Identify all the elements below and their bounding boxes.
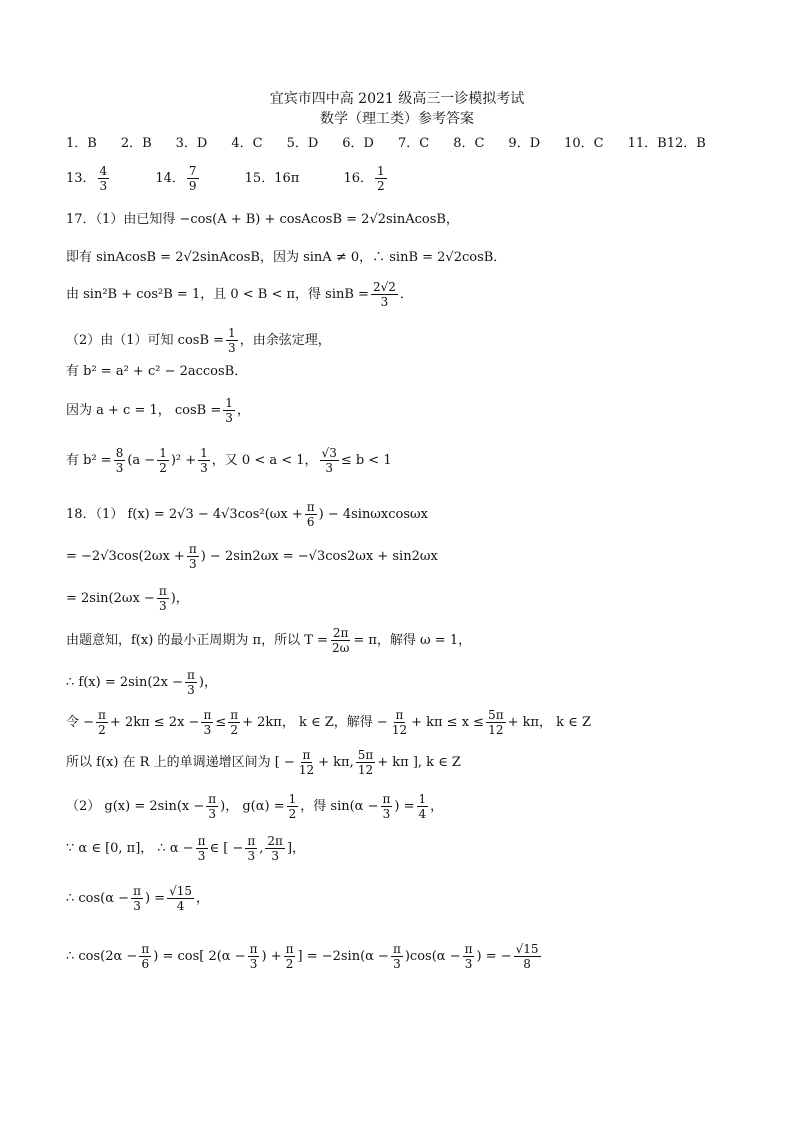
frac-den: 12 [391, 723, 408, 737]
q18-line-7 [66, 748, 461, 777]
frac [187, 542, 199, 571]
frac-num: π [158, 584, 167, 598]
frac [284, 942, 296, 971]
frac [356, 748, 376, 777]
page-subtitle: 数学（理工类）参考答案 [320, 111, 474, 127]
frac [139, 942, 151, 971]
text: + 2kπ， k ∈ Z，解得 − [242, 715, 388, 730]
frac-num: 8 [115, 446, 124, 460]
frac [486, 708, 506, 737]
q17-line-4 [66, 326, 331, 355]
frac-num: π [285, 942, 294, 956]
frac [167, 884, 194, 913]
frac-den: 3 [228, 341, 236, 355]
q18-line-9 [66, 834, 305, 863]
frac-num: 1 [200, 446, 208, 460]
frac-den: 3 [393, 957, 401, 971]
frac-den: 3 [382, 807, 391, 821]
text: ∴ f(x) = 2sin(2x − [66, 675, 184, 690]
frac-den: 4 [176, 899, 185, 913]
text: ) = [394, 799, 415, 814]
q17-line-2: 即有 sinAcosB = 2√2sinAcosB，因为 sinA ≠ 0，∴ sinB = 2√2cosB． [66, 250, 507, 265]
q18-line-8 [66, 792, 443, 821]
frac-num: 1 [376, 164, 385, 178]
frac [463, 942, 475, 971]
text: ∈ [ − [209, 841, 244, 856]
frac-den: 3 [271, 849, 279, 863]
fill-16-frac [375, 164, 387, 193]
q18-line-3 [66, 584, 189, 613]
text: ≤ b < 1 [340, 453, 392, 468]
frac-den: 2 [285, 957, 294, 971]
frac-den: 3 [187, 683, 195, 697]
text: ) + [261, 949, 282, 964]
frac-num: 5π [488, 708, 504, 722]
q17-line-3 [66, 280, 413, 309]
frac [201, 708, 213, 737]
frac-den: 12 [298, 763, 315, 777]
frac-den: 3 [197, 849, 206, 863]
frac-den: 12 [488, 723, 504, 737]
text: = −2√3cos(2ωx + [66, 549, 185, 564]
choice-1: 1．B [66, 136, 97, 151]
frac-num: π [98, 708, 106, 722]
frac-den: 12 [357, 763, 374, 777]
frac-den: 2 [159, 461, 167, 475]
fill-15-value: 16π [274, 171, 300, 186]
text: 因为 a + c = 1， cosB = [66, 403, 222, 418]
text: ∵ α ∈ [0, π]， ∴ α − [66, 841, 194, 856]
frac-num: √3 [321, 446, 337, 460]
choice-answers [66, 136, 706, 152]
frac-den: 3 [380, 295, 389, 309]
choice-9: 9．D [508, 136, 541, 151]
text: 由题意知，f(x) 的最小正周期为 π，所以 T = [66, 633, 328, 648]
q18-line-1 [66, 500, 428, 529]
fill-13-label: 13． [66, 171, 96, 186]
frac-num: 1 [288, 792, 297, 806]
frac-num: π [249, 942, 258, 956]
text: = π，解得 ω = 1， [353, 633, 472, 648]
fill-16-label: 16． [343, 171, 373, 186]
fill-13 [66, 164, 111, 193]
frac-num: π [133, 884, 141, 898]
frac-num: π [464, 942, 473, 956]
choice-10: 10．C [564, 136, 604, 151]
frac-den: 2 [376, 179, 385, 193]
frac-num: √15 [169, 884, 192, 898]
frac [391, 942, 403, 971]
text: ) − 4sinωxcosωx [318, 507, 428, 522]
frac [226, 326, 238, 355]
q17-line-1: 17．（1）由已知得 −cos(A + B) + cosAcosB = 2√2sinAcosB， [66, 212, 459, 227]
frac [305, 500, 317, 529]
text: )， g(α) = [220, 799, 285, 814]
frac-num: π [188, 542, 197, 556]
frac-num: 5π [357, 748, 374, 762]
fill-14-label: 14． [155, 171, 185, 186]
frac [157, 584, 169, 613]
text: ， [430, 799, 444, 814]
frac-num: 1 [159, 446, 167, 460]
frac-den: 3 [249, 957, 258, 971]
frac-num: 2π [267, 834, 283, 848]
text: + kπ ≤ x ≤ [411, 715, 485, 730]
text: 由 sin²B + cos²B = 1，且 0 < B < π，得 sinB = [66, 287, 369, 302]
text: )， [198, 675, 217, 690]
text: ] = −2sin(α − [297, 949, 389, 964]
text: ≤ [215, 715, 227, 730]
frac [390, 708, 409, 737]
frac [248, 942, 260, 971]
frac-den: 2ω [331, 641, 350, 655]
text: ]， [286, 841, 306, 856]
frac-num: π [141, 942, 150, 956]
frac [131, 884, 143, 913]
text: 有 b² = [66, 453, 112, 468]
frac [96, 708, 108, 737]
text: )cos(α − [404, 949, 461, 964]
text: ) = cos[ 2(α − [153, 949, 246, 964]
fill-14-frac [187, 164, 199, 193]
text: ∴ cos(α − [66, 891, 130, 906]
text: )² + [170, 453, 197, 468]
frac-num: π [187, 668, 195, 682]
frac-num: 2π [332, 626, 349, 640]
frac-num: 2√2 [372, 280, 396, 294]
q18-line-6 [66, 708, 591, 737]
choice-2: 2．B [120, 136, 152, 151]
text: ，得 sin(α − [300, 799, 379, 814]
frac-den: 3 [247, 849, 256, 863]
frac-den: 3 [203, 723, 212, 737]
q18-line-11 [66, 942, 543, 971]
text: （2）由（1）可知 cosB = [66, 333, 225, 348]
q18-line-4 [66, 626, 471, 655]
frac-den: 2 [98, 723, 106, 737]
frac-num: π [208, 792, 217, 806]
text: , [259, 841, 264, 856]
page-title: 宜宾市四中高 2021 级高三一诊模拟考试 [269, 91, 525, 107]
fill-answers [66, 164, 389, 193]
frac [320, 446, 339, 475]
frac [330, 626, 351, 655]
choice-7: 7．C [397, 136, 430, 151]
text: + kπ ], k ∈ Z [377, 755, 461, 770]
frac [245, 834, 257, 863]
frac-den: 8 [523, 957, 531, 971]
q18-line-5 [66, 668, 217, 697]
text: + 2kπ ≤ 2x − [109, 715, 200, 730]
frac-den: 6 [141, 957, 150, 971]
frac-den: 3 [133, 899, 141, 913]
frac [417, 792, 429, 821]
text: ) = − [476, 949, 512, 964]
frac-den: 3 [325, 461, 333, 475]
frac-den: 4 [418, 807, 427, 821]
frac-den: 2 [230, 723, 238, 737]
text: ， [236, 403, 250, 418]
frac-den: 6 [306, 515, 315, 529]
text: ) = [144, 891, 166, 906]
frac [114, 446, 126, 475]
text: + kπ， k ∈ Z [507, 715, 591, 730]
frac [371, 280, 398, 309]
frac-den: 3 [158, 599, 167, 613]
frac-den: 9 [188, 179, 197, 193]
frac-num: π [230, 708, 239, 722]
frac-num: π [392, 942, 401, 956]
frac-num: 1 [225, 396, 233, 410]
frac-den: 3 [115, 461, 124, 475]
frac [223, 396, 235, 425]
text: + kπ, [318, 755, 354, 770]
text: ． [399, 287, 413, 302]
choice-11-12: 11．B12．B [627, 136, 706, 151]
text: 令 − [66, 715, 95, 730]
frac [198, 446, 210, 475]
frac-den: 3 [208, 807, 217, 821]
text: ) − 2sin2ωx = −√3cos2ωx + sin2ωx [200, 549, 438, 564]
fill-15-label: 15． [244, 171, 275, 186]
frac-num: π [382, 792, 391, 806]
frac [381, 792, 393, 821]
q17-line-5: 有 b² = a² + c² − 2accosB． [66, 364, 248, 379]
q18-line-10 [66, 884, 209, 913]
frac-den: 3 [200, 461, 208, 475]
frac [206, 792, 218, 821]
frac-num: 1 [418, 792, 427, 806]
frac [157, 446, 169, 475]
frac [196, 834, 208, 863]
frac [297, 748, 316, 777]
text: 18．（1） f(x) = 2√3 − 4√3cos²(ωx + [66, 507, 303, 522]
frac-num: π [302, 748, 311, 762]
fill-14 [155, 164, 200, 193]
frac-num: π [306, 500, 315, 514]
text: = 2sin(2ωx − [66, 591, 155, 606]
frac-den: 3 [464, 957, 473, 971]
choice-3: 3．D [175, 136, 208, 151]
fill-13-frac [98, 164, 110, 193]
text: （2） g(x) = 2sin(x − [66, 799, 205, 814]
frac [228, 708, 240, 737]
frac-num: π [197, 834, 206, 848]
frac [185, 668, 197, 697]
frac-den: 3 [99, 179, 108, 193]
q17-line-7 [66, 446, 392, 475]
frac-num: 4 [99, 164, 108, 178]
q17-line-6 [66, 396, 250, 425]
text: (a − [127, 453, 156, 468]
choice-5: 5．D [286, 136, 319, 151]
frac [287, 792, 299, 821]
choice-8: 8．C [453, 136, 485, 151]
frac-num: π [395, 708, 404, 722]
frac-den: 2 [288, 807, 297, 821]
frac-num: π [203, 708, 212, 722]
text: 所以 f(x) 在 R 上的单调递增区间为 [ − [66, 755, 295, 770]
text: )， [170, 591, 189, 606]
text: ∴ cos(2α − [66, 949, 138, 964]
frac-den: 3 [225, 411, 233, 425]
frac-num: 1 [228, 326, 236, 340]
text: ，由余弦定理， [239, 333, 331, 348]
frac [265, 834, 285, 863]
fill-16 [343, 164, 388, 193]
q18-line-2 [66, 542, 438, 571]
choice-4: 4．C [231, 136, 263, 151]
fill-15 [245, 171, 300, 187]
frac-num: √15 [515, 942, 539, 956]
text: ，又 0 < a < 1， [211, 453, 318, 468]
text: ， [195, 891, 209, 906]
frac-num: π [247, 834, 256, 848]
frac-den: 3 [188, 557, 197, 571]
frac [514, 942, 541, 971]
frac-num: 7 [188, 164, 197, 178]
choice-6: 6．D [342, 136, 374, 151]
